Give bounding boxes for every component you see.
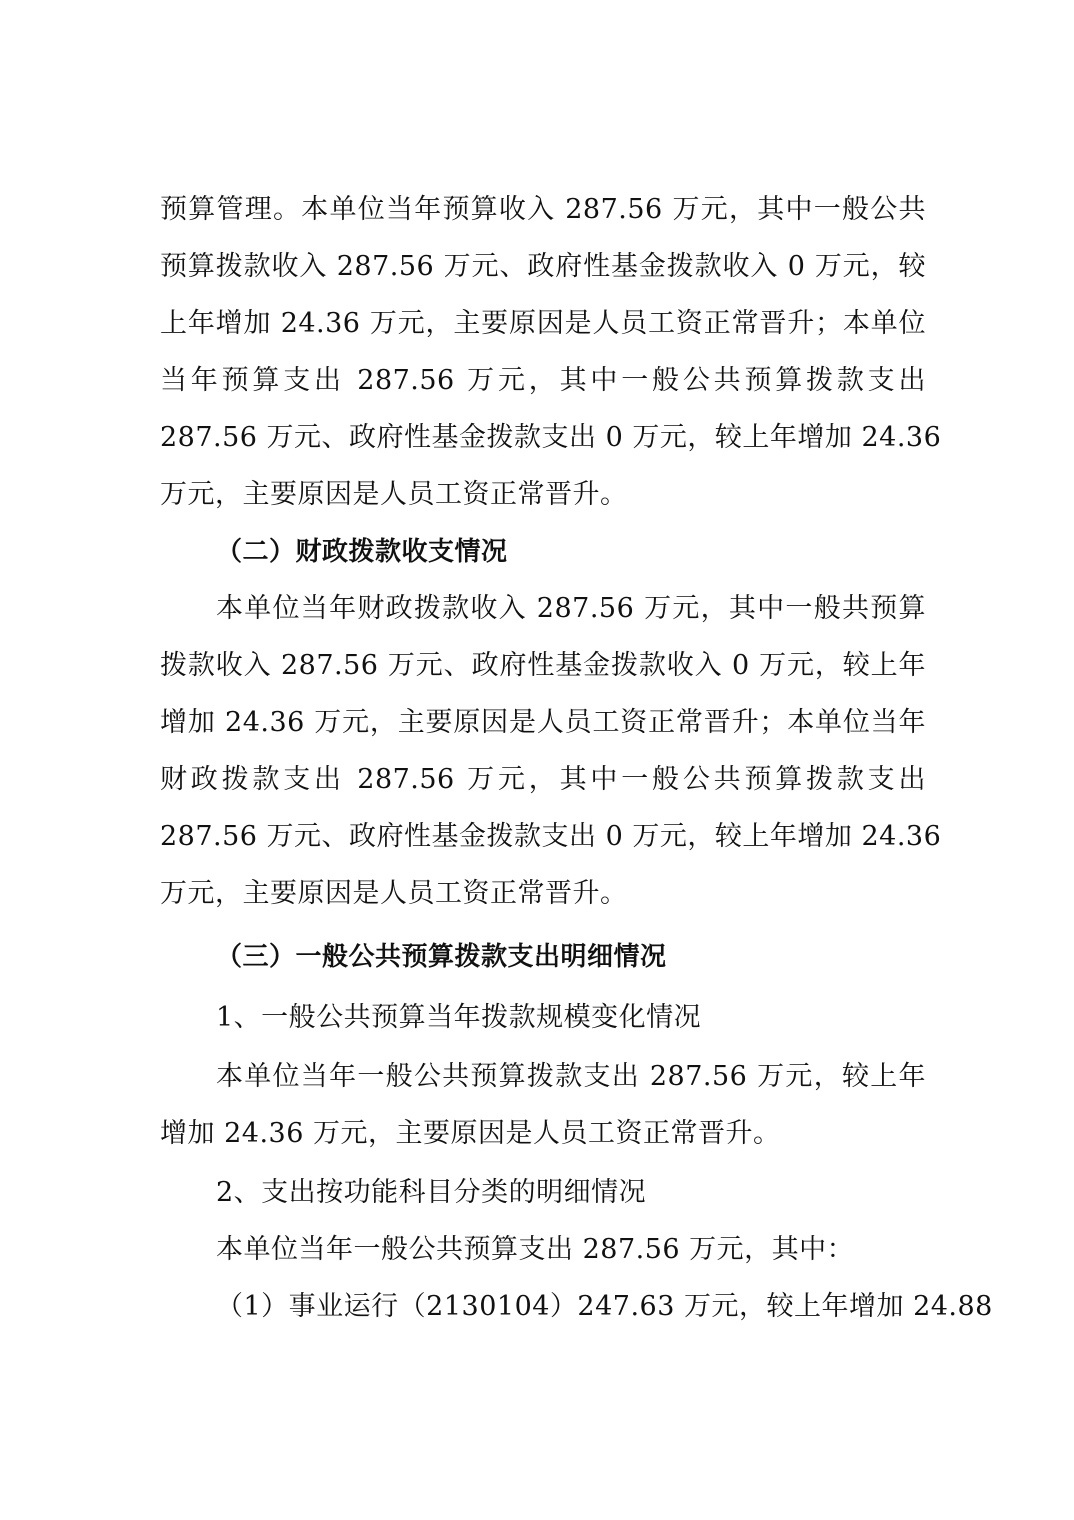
paragraph-line: 万元，主要原因是人员工资正常晋升。 (160, 479, 628, 510)
section-heading-3: （三）一般公共预算拨款支出明细情况 (216, 942, 667, 972)
paragraph-line: 财政拨款支出 287.56 万元，其中一般公共预算拨款支出 (160, 764, 926, 795)
subheading-1: 1、一般公共预算当年拨款规模变化情况 (216, 1002, 702, 1033)
paragraph-line: 增加 24.36 万元，主要原因是人员工资正常晋升。 (160, 1118, 781, 1149)
paragraph-line: 本单位当年一般公共预算支出 287.56 万元，其中： (216, 1234, 855, 1265)
paragraph-line: 预算管理。本单位当年预算收入 287.56 万元，其中一般公共 (160, 194, 926, 225)
paragraph-line: 当年预算支出 287.56 万元，其中一般公共预算拨款支出 (160, 365, 926, 396)
paragraph-line: 287.56 万元、政府性基金拨款支出 0 万元，较上年增加 24.36 (160, 821, 942, 852)
subheading-2: 2、支出按功能科目分类的明细情况 (216, 1177, 647, 1208)
paragraph-line: 增加 24.36 万元，主要原因是人员工资正常晋升；本单位当年 (160, 707, 926, 738)
paragraph-line: 本单位当年财政拨款收入 287.56 万元，其中一般共预算 (216, 593, 926, 624)
paragraph-line: 预算拨款收入 287.56 万元、政府性基金拨款收入 0 万元，较 (160, 251, 926, 282)
section-heading-2: （二）财政拨款收支情况 (216, 537, 508, 567)
paragraph-line: 287.56 万元、政府性基金拨款支出 0 万元，较上年增加 24.36 (160, 422, 942, 453)
paragraph-line: 万元，主要原因是人员工资正常晋升。 (160, 878, 628, 909)
paragraph-line: （1）事业运行（2130104）247.63 万元，较上年增加 24.88 (216, 1291, 993, 1322)
paragraph-line: 本单位当年一般公共预算拨款支出 287.56 万元，较上年 (216, 1061, 926, 1092)
paragraph-line: 拨款收入 287.56 万元、政府性基金拨款收入 0 万元，较上年 (160, 650, 926, 681)
paragraph-line: 上年增加 24.36 万元，主要原因是人员工资正常晋升；本单位 (160, 308, 926, 339)
